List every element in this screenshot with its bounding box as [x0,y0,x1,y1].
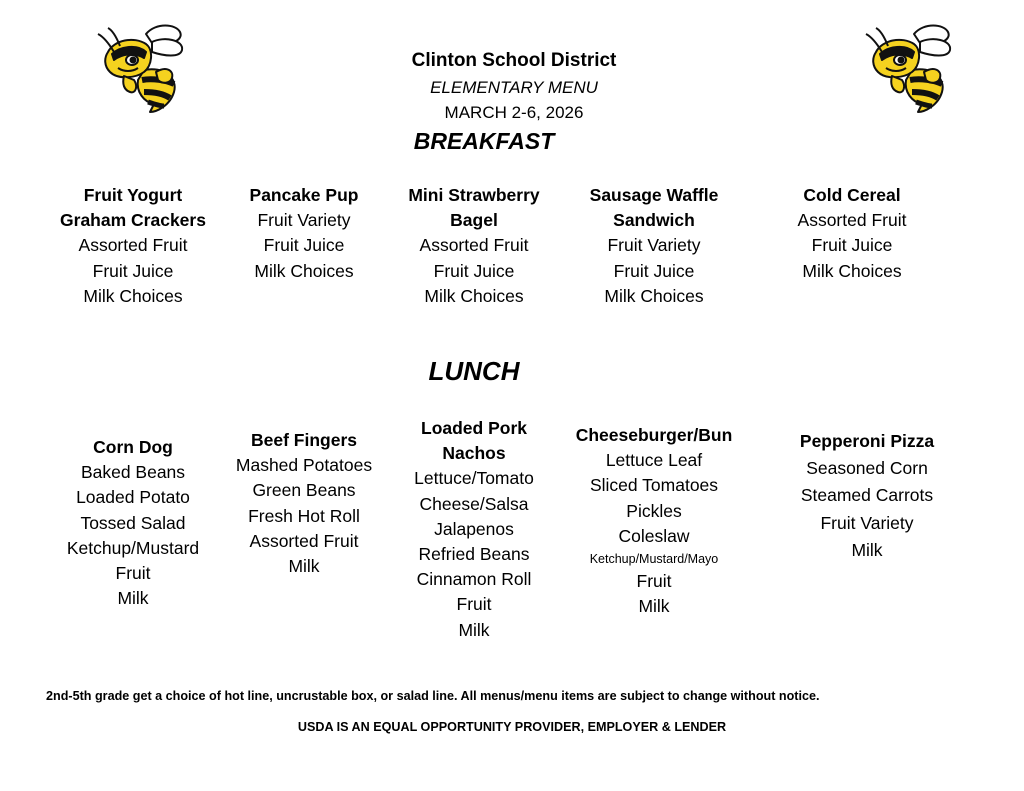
menu-side-item: Milk Choices [604,285,704,306]
menu-side-item: Fruit Variety [607,235,701,256]
menu-side-item: Fruit Variety [820,512,914,533]
breakfast-day-2 [214,183,394,284]
menu-side-item: Fruit Juice [263,235,345,256]
menu-side-item: Milk Choices [424,285,524,306]
breakfast-day-4 [564,183,744,309]
menu-title: ELEMENTARY MENU [430,78,598,97]
lunch-heading: LUNCH [428,356,520,386]
lunch-item-title: Corn Dog [93,437,173,457]
usda-statement: USDA IS AN EQUAL OPPORTUNITY PROVIDER, EMPLOYER & LENDER [297,720,727,734]
breakfast-heading: BREAKFAST [413,128,555,154]
menu-side-item: Coleslaw [618,525,690,546]
menu-side-item: Fruit Variety [257,210,351,231]
menu-side-item: Milk [851,539,883,560]
menu-side-item: Jalapenos [434,518,514,539]
breakfast-day-1 [33,183,233,309]
menu-side-item: Ketchup/Mustard [66,537,200,558]
menu-side-item: Seasoned Corn [806,458,928,479]
menu-side-item: Fruit [636,571,672,592]
lunch-item-title: Cheeseburger/Bun [575,425,733,445]
menu-side-item: Assorted Fruit [249,530,359,551]
menu-side-item: Fruit [456,594,492,615]
breakfast-item-title: Sausage Waffle [589,185,719,205]
breakfast-day-3 [384,183,564,309]
menu-side-item: Fruit Juice [613,260,695,281]
menu-side-item: Refried Beans [418,544,530,565]
breakfast-item-title: Pancake Pup [249,185,359,205]
menu-side-item: Green Beans [252,480,356,501]
menu-side-item: Fruit Juice [433,260,515,281]
breakfast-item-title: Bagel [450,210,498,231]
menu-side-item: Cheese/Salsa [419,493,529,514]
yellow-jacket-bee-icon [862,22,958,114]
menu-side-item: Milk Choices [254,260,354,281]
menu-side-item: Milk [288,556,320,577]
menu-side-item: Fruit Juice [92,260,174,281]
menu-side-item: Milk Choices [83,285,183,306]
menu-side-item: Fruit Juice [811,235,893,256]
yellow-jacket-bee-icon [94,22,190,114]
menu-side-item: Milk Choices [802,260,902,281]
menu-side-item: Fresh Hot Roll [248,505,360,526]
menu-side-item: Tossed Salad [80,512,186,533]
lunch-day-5 [767,428,967,564]
menu-side-item: Milk [458,619,490,640]
breakfast-item-title: Cold Cereal [803,185,901,205]
breakfast-item-title: Graham Crackers [60,210,206,231]
menu-side-item: Milk [117,588,149,609]
lunch-day-2 [214,428,394,579]
menu-side-item: Ketchup/Mustard/Mayo [589,552,719,567]
menu-side-item: Assorted Fruit [419,235,529,256]
breakfast-day-5 [762,183,942,284]
menu-side-item: Assorted Fruit [78,235,188,256]
menu-side-item: Lettuce Leaf [605,450,703,471]
lunch-item-title: Loaded Pork [421,418,527,438]
menu-side-item: Steamed Carrots [800,485,934,506]
breakfast-item-title: Fruit Yogurt [83,185,183,205]
menu-side-item: Mashed Potatoes [235,455,373,476]
lunch-day-3 [384,416,564,643]
lunch-day-4 [564,423,744,619]
lunch-item-title: Nachos [442,443,506,464]
menu-side-item: Baked Beans [80,462,186,483]
menu-side-item: Loaded Potato [76,487,190,508]
breakfast-item-title: Sandwich [613,210,695,231]
menu-side-item: Milk [638,596,670,617]
menu-side-item: Sliced Tomatoes [589,475,719,496]
menu-side-item: Assorted Fruit [797,210,907,231]
breakfast-item-title: Mini Strawberry [408,185,540,205]
menu-side-item: Lettuce/Tomato [414,468,534,489]
lunch-item-title: Pepperoni Pizza [799,431,935,451]
menu-date: MARCH 2-6, 2026 [444,103,584,122]
lunch-item-title: Beef Fingers [251,430,357,450]
district-name: Clinton School District [411,50,617,71]
footer-note: 2nd-5th grade get a choice of hot line, uncrustable box, or salad line. All menus/menu items are subject to change without notice. [46,689,820,703]
menu-side-item: Cinnamon Roll [416,569,532,590]
menu-side-item: Pickles [626,500,682,521]
menu-side-item: Fruit [115,563,151,584]
lunch-day-1 [33,435,233,611]
